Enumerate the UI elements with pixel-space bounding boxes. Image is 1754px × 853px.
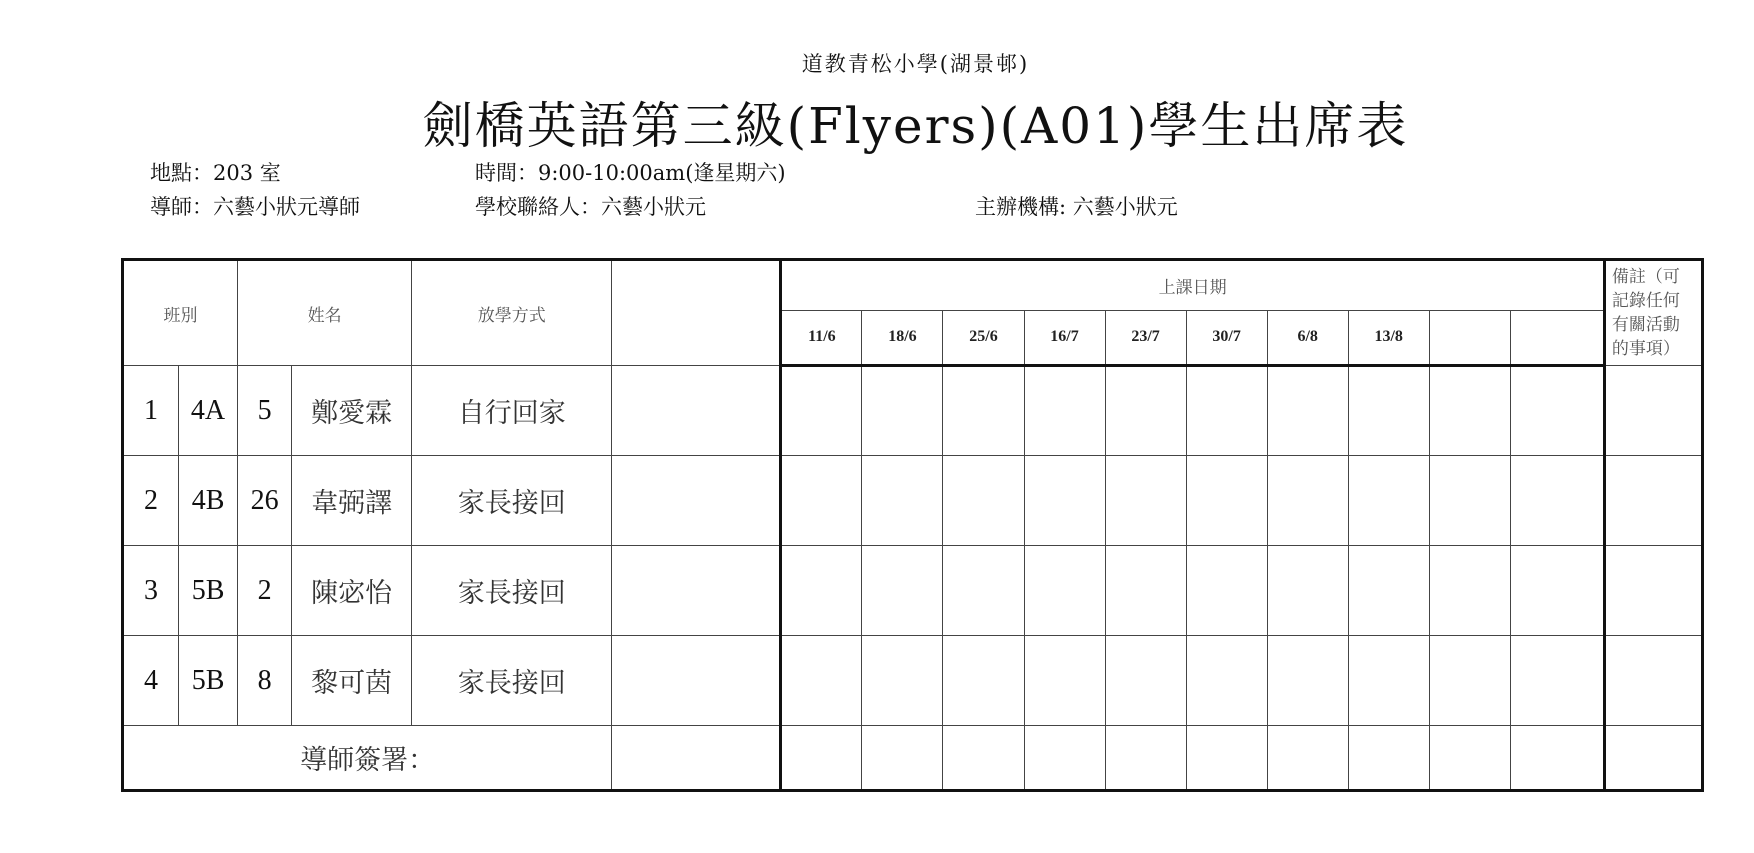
attendance-cell bbox=[1186, 546, 1267, 636]
student-class: 5B bbox=[179, 546, 238, 636]
attendance-cell bbox=[1105, 636, 1186, 726]
attendance-cell bbox=[1186, 366, 1267, 456]
attendance-cell bbox=[1429, 456, 1510, 546]
remarks-cell bbox=[1604, 366, 1702, 456]
student-rows bbox=[123, 366, 1703, 726]
signature-cell bbox=[862, 726, 943, 791]
student-dismissal: 家長接回 bbox=[412, 636, 612, 726]
student-blank bbox=[612, 546, 781, 636]
signature-cell bbox=[1510, 726, 1604, 791]
signature-remarks bbox=[1604, 726, 1702, 791]
attendance-cell bbox=[1429, 636, 1510, 726]
attendance-cell bbox=[1024, 456, 1105, 546]
student-number: 1 bbox=[123, 366, 179, 456]
attendance-cell bbox=[943, 546, 1024, 636]
student-name: 陳宓怡 bbox=[292, 546, 412, 636]
signature-cell bbox=[781, 726, 862, 791]
tutor-info: 導師：六藝小狀元導師 bbox=[150, 195, 360, 219]
date-cell: 11/6 bbox=[781, 310, 862, 365]
contact-info: 學校聯絡人：六藝小狀元 bbox=[475, 195, 706, 219]
table-row bbox=[123, 456, 1703, 546]
attendance-cell bbox=[1429, 546, 1510, 636]
student-dismissal: 家長接回 bbox=[412, 546, 612, 636]
signature-blank bbox=[612, 726, 781, 791]
date-cell: 16/7 bbox=[1024, 310, 1105, 365]
attendance-cell bbox=[1105, 546, 1186, 636]
attendance-cell bbox=[1186, 456, 1267, 546]
signature-cell bbox=[1024, 726, 1105, 791]
student-class: 4B bbox=[179, 456, 238, 546]
signature-cell bbox=[943, 726, 1024, 791]
student-number: 3 bbox=[123, 546, 179, 636]
student-name: 鄭愛霖 bbox=[292, 366, 412, 456]
student-dismissal: 自行回家 bbox=[412, 366, 612, 456]
attendance-cell bbox=[1267, 456, 1348, 546]
school-name: 道教青松小學(湖景邨) bbox=[801, 52, 1030, 76]
table-row bbox=[123, 366, 1703, 456]
attendance-cell bbox=[1186, 636, 1267, 726]
student-name: 韋弼譯 bbox=[292, 456, 412, 546]
attendance-cell bbox=[781, 546, 862, 636]
student-class-number: 8 bbox=[238, 636, 292, 726]
attendance-cell bbox=[943, 366, 1024, 456]
attendance-cell bbox=[781, 636, 862, 726]
date-cell: 18/6 bbox=[862, 310, 943, 365]
attendance-cell bbox=[1348, 366, 1429, 456]
attendance-cell bbox=[1510, 636, 1604, 726]
attendance-cell bbox=[781, 366, 862, 456]
page-title: 劍橋英語第三級(Flyers)(A01)學生出席表 bbox=[422, 97, 1409, 155]
date-cell-empty bbox=[1510, 310, 1604, 365]
table-row bbox=[123, 546, 1703, 636]
date-cell: 23/7 bbox=[1105, 310, 1186, 365]
header-remarks: 備註（可記錄任何有關活動的事項） bbox=[1604, 260, 1702, 366]
attendance-table bbox=[121, 258, 1704, 792]
date-cell-empty bbox=[1429, 310, 1510, 365]
table-row bbox=[123, 636, 1703, 726]
attendance-cell bbox=[1024, 366, 1105, 456]
student-dismissal: 家長接回 bbox=[412, 456, 612, 546]
student-blank bbox=[612, 456, 781, 546]
date-cell: 25/6 bbox=[943, 310, 1024, 365]
signature-label: 導師簽署： bbox=[123, 726, 612, 791]
header-blank bbox=[612, 260, 781, 366]
student-number: 4 bbox=[123, 636, 179, 726]
header-name: 姓名 bbox=[238, 260, 412, 366]
remarks-cell bbox=[1604, 456, 1702, 546]
attendance-cell bbox=[862, 636, 943, 726]
attendance-cell bbox=[1267, 366, 1348, 456]
student-class-number: 2 bbox=[238, 546, 292, 636]
signature-cell bbox=[1267, 726, 1348, 791]
attendance-cell bbox=[862, 546, 943, 636]
date-cell: 30/7 bbox=[1186, 310, 1267, 365]
attendance-cell bbox=[1105, 366, 1186, 456]
header-dates: 上課日期 bbox=[781, 260, 1605, 311]
attendance-cell bbox=[1510, 366, 1604, 456]
attendance-cell bbox=[1429, 366, 1510, 456]
attendance-cell bbox=[1510, 456, 1604, 546]
attendance-cell bbox=[862, 456, 943, 546]
student-blank bbox=[612, 636, 781, 726]
remarks-cell bbox=[1604, 546, 1702, 636]
attendance-cell bbox=[943, 636, 1024, 726]
attendance-cell bbox=[943, 456, 1024, 546]
signature-cell bbox=[1348, 726, 1429, 791]
signature-cell bbox=[1429, 726, 1510, 791]
attendance-cell bbox=[1267, 546, 1348, 636]
attendance-cell bbox=[1348, 456, 1429, 546]
student-class-number: 5 bbox=[238, 366, 292, 456]
attendance-cell bbox=[1267, 636, 1348, 726]
student-number: 2 bbox=[123, 456, 179, 546]
student-blank bbox=[612, 366, 781, 456]
attendance-cell bbox=[1024, 546, 1105, 636]
signature-cell bbox=[1186, 726, 1267, 791]
date-cell: 6/8 bbox=[1267, 310, 1348, 365]
attendance-cell bbox=[1105, 456, 1186, 546]
header-class: 班別 bbox=[123, 260, 238, 366]
location-info: 地點：203 室 bbox=[150, 161, 281, 185]
date-cell: 13/8 bbox=[1348, 310, 1429, 365]
attendance-cell bbox=[1348, 636, 1429, 726]
header-dismissal: 放學方式 bbox=[412, 260, 612, 366]
student-class: 5B bbox=[179, 636, 238, 726]
attendance-cell bbox=[781, 456, 862, 546]
organizer-info: 主辦機構: 六藝小狀元 bbox=[975, 195, 1178, 219]
attendance-cell bbox=[1024, 636, 1105, 726]
time-info: 時間：9:00-10:00am(逢星期六) bbox=[475, 161, 786, 185]
signature-cell bbox=[1105, 726, 1186, 791]
student-class-number: 26 bbox=[238, 456, 292, 546]
student-name: 黎可茵 bbox=[292, 636, 412, 726]
attendance-cell bbox=[1510, 546, 1604, 636]
signature-row bbox=[123, 726, 1703, 791]
student-class: 4A bbox=[179, 366, 238, 456]
attendance-cell bbox=[862, 366, 943, 456]
attendance-cell bbox=[1348, 546, 1429, 636]
remarks-cell bbox=[1604, 636, 1702, 726]
